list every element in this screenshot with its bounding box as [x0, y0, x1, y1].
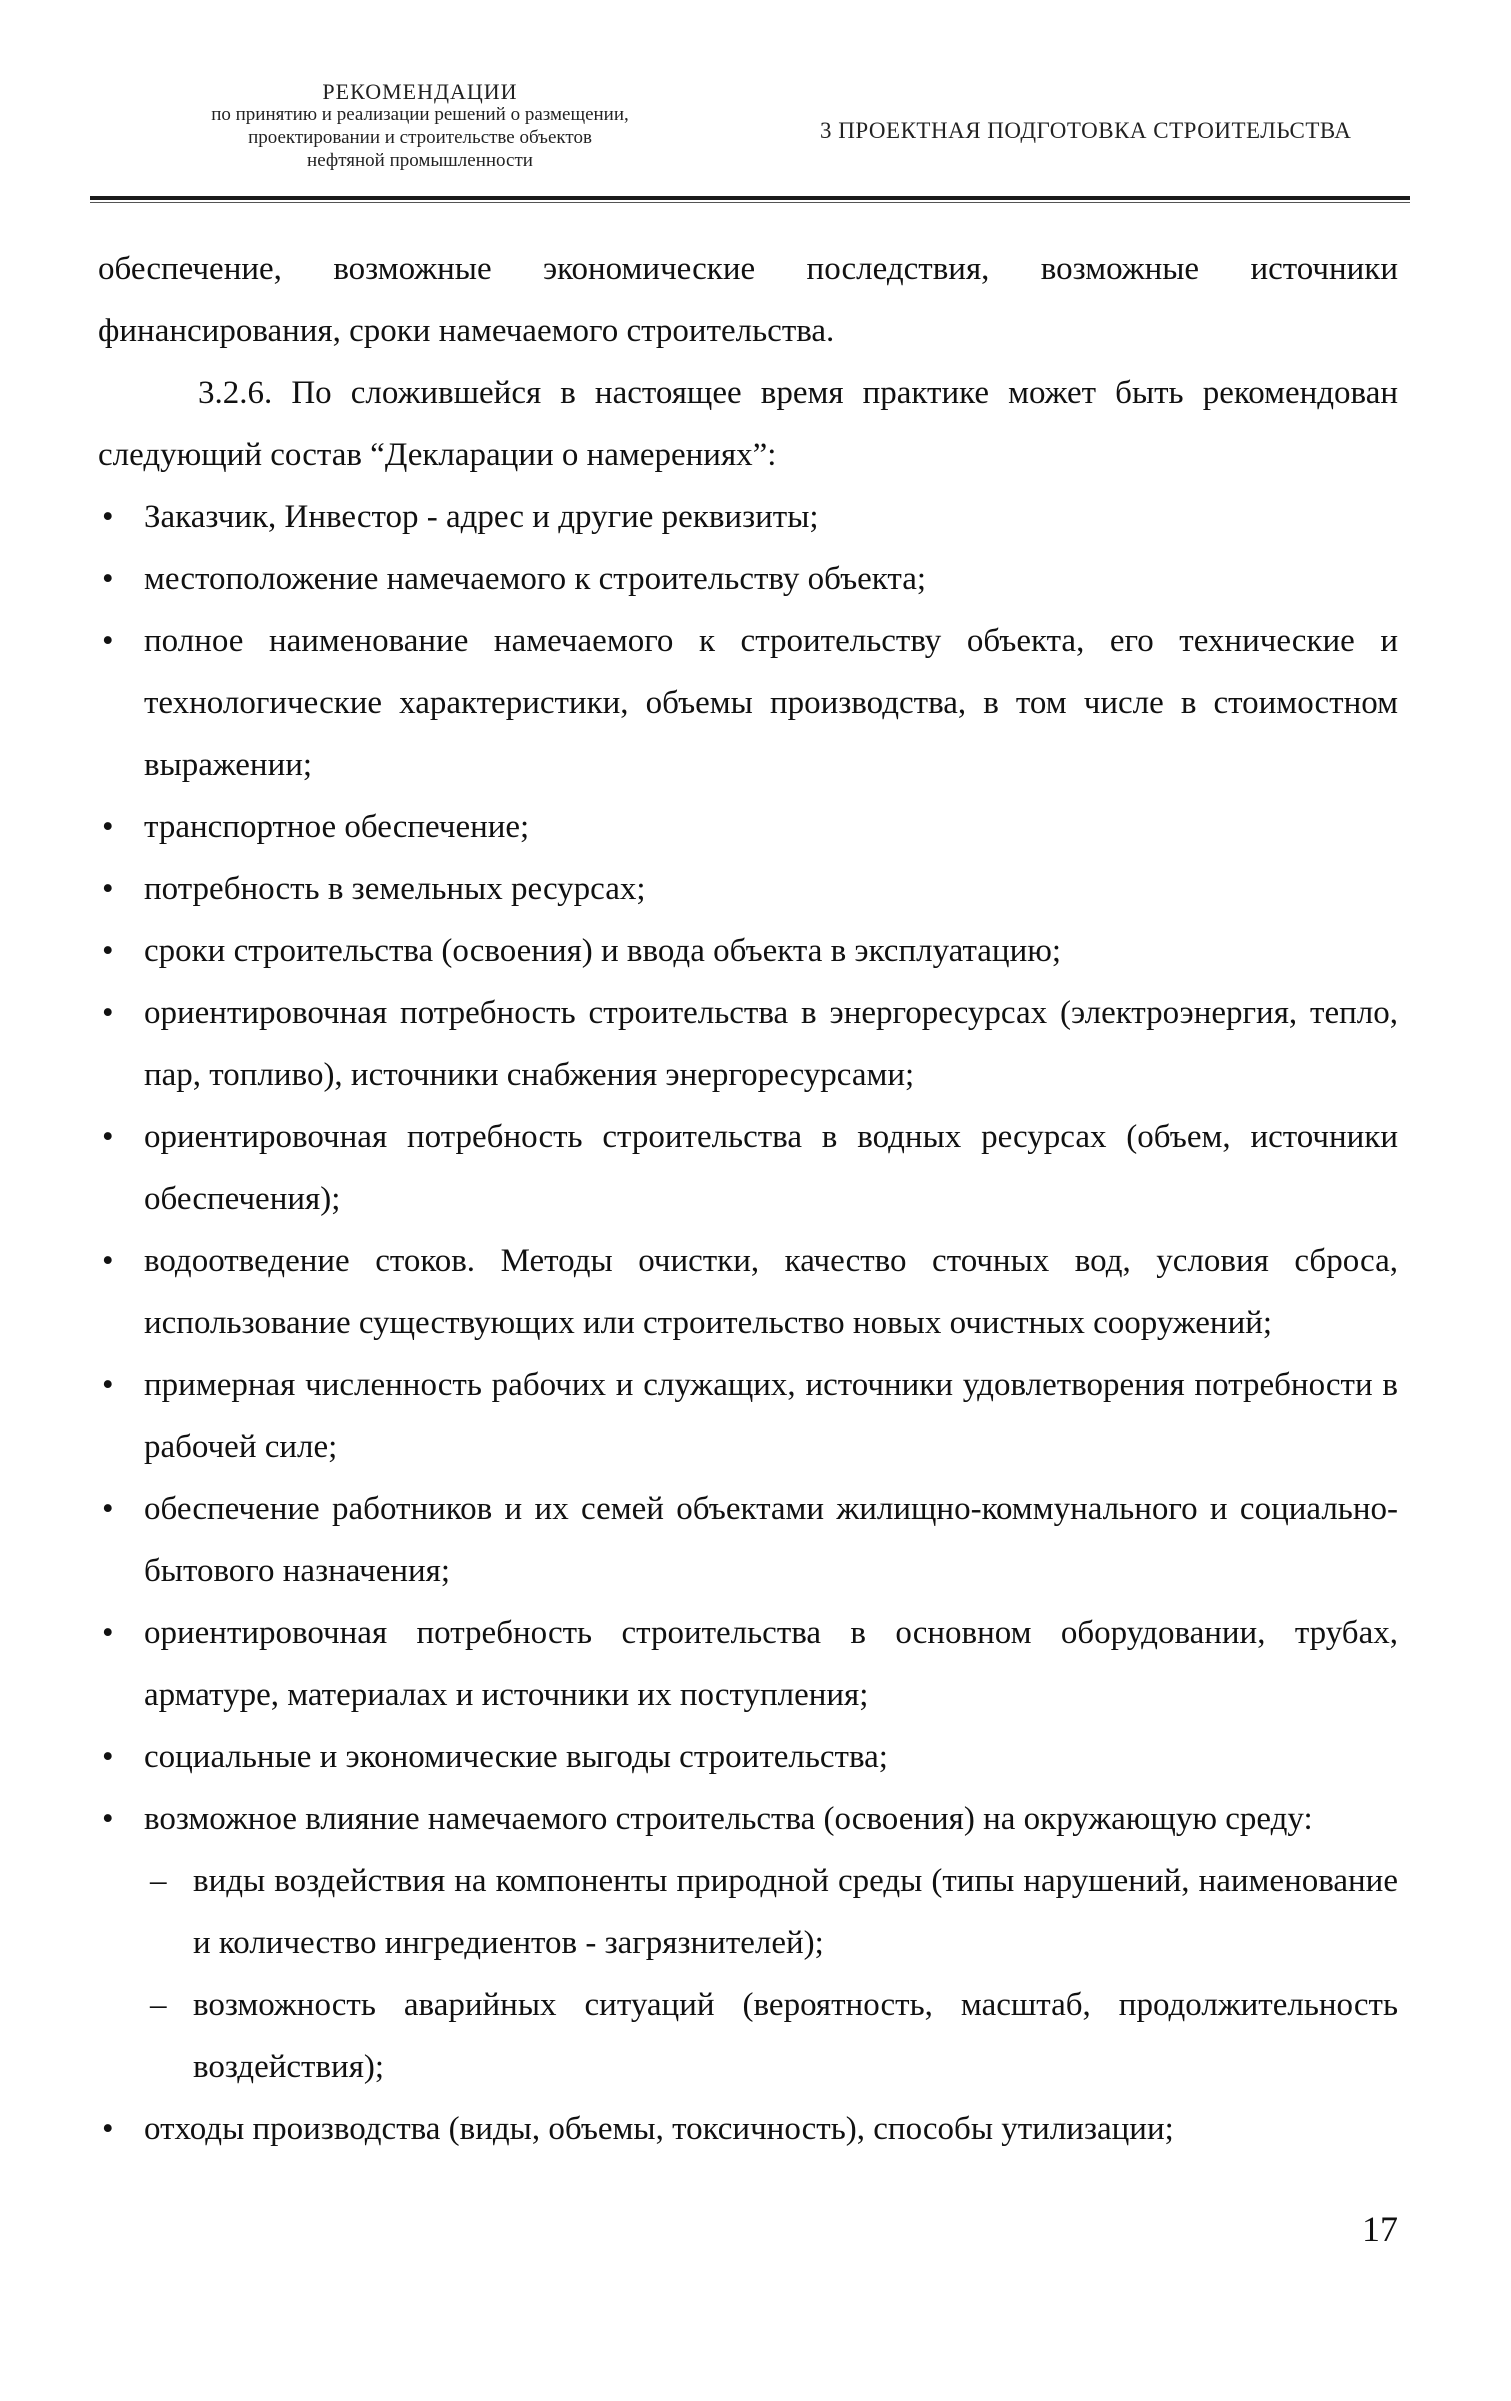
list-item	[98, 548, 1398, 610]
list-item-text: ориентировочная потребность строительства в энергоресурсах (электроэнергия, тепло, пар, топливо), источники снабжения энергоресурсами;	[144, 995, 1398, 1093]
bullet-mark: •	[102, 1491, 114, 1527]
list-item-text: сроки строительства (освоения) и ввода объекта в эксплуатацию;	[144, 933, 1062, 969]
list-item-text: обеспечение работников и их семей объектами жилищно-коммунального и социально-бытового назначения;	[144, 1491, 1398, 1589]
bullet-mark: •	[102, 933, 114, 969]
list-item	[98, 1478, 1398, 1602]
bullet-mark: •	[102, 995, 114, 1031]
list-item-text: отходы производства (виды, объемы, токсичность), способы утилизации;	[144, 2111, 1174, 2147]
sub-list-item-text: возможность аварийных ситуаций (вероятность, масштаб, продолжительность воздействия);	[193, 1987, 1398, 2085]
list-item	[98, 2098, 1398, 2160]
bullet-mark: •	[102, 1615, 114, 1651]
list-item	[98, 858, 1398, 920]
list-item	[98, 1106, 1398, 1230]
list-item-text: водоотведение стоков. Методы очистки, качество сточных вод, условия сброса, использование существующих или строительство новых очистных сооружений;	[144, 1243, 1398, 1341]
sub-list-item-text: виды воздействия на компоненты природной среды (типы нарушений, наименование и количество ингредиентов - загрязнителей);	[193, 1863, 1398, 1961]
list-item	[98, 1788, 1398, 1850]
list-item	[98, 1354, 1398, 1478]
list-item	[98, 1230, 1398, 1354]
list-item	[98, 1726, 1398, 1788]
list-item-text: ориентировочная потребность строительства в водных ресурсах (объем, источники обеспечения);	[144, 1119, 1398, 1217]
header-subtitle-line: нефтяной промышленности	[307, 150, 533, 171]
paragraph-3-2-6: 3.2.6. По сложившейся в настоящее время практике может быть рекомендован следующий состав “Декларации о намерениях”:	[98, 375, 1398, 473]
header-divider-thin	[90, 202, 1410, 203]
paragraph-continuation: обеспечение, возможные экономические последствия, возможные источники финансирования, сроки намечаемого строительства.	[98, 251, 1398, 349]
header-section-title: 3 ПРОЕКТНАЯ ПОДГОТОВКА СТРОИТЕЛЬСТВА	[820, 118, 1352, 143]
list-item	[98, 920, 1398, 982]
list-item-text: местоположение намечаемого к строительству объекта;	[144, 561, 927, 597]
bullet-mark: •	[102, 1367, 114, 1403]
list-item-text: транспортное обеспечение;	[144, 809, 530, 845]
sub-list-item	[98, 1974, 1398, 2098]
bullet-mark: •	[102, 2111, 114, 2147]
bullet-mark: •	[102, 499, 114, 535]
header-subtitle-line: проектировании и строительстве объектов	[248, 127, 592, 148]
bullet-mark: •	[102, 1801, 114, 1837]
page-body	[98, 238, 1398, 2160]
dash-mark: –	[150, 1863, 167, 1899]
bullet-mark: •	[102, 1739, 114, 1775]
bullet-mark: •	[102, 1119, 114, 1155]
list-item	[98, 982, 1398, 1106]
dash-mark: –	[150, 1987, 167, 2023]
running-header-title-block	[120, 80, 720, 172]
list-item-text: потребность в земельных ресурсах;	[144, 871, 646, 907]
page-number: 17	[1362, 2209, 1398, 2249]
list-item-text: социальные и экономические выгоды строительства;	[144, 1739, 888, 1775]
sub-list-item	[98, 1850, 1398, 1974]
list-item-text: примерная численность рабочих и служащих, источники удовлетворения потребности в рабочей силе;	[144, 1367, 1398, 1465]
header-subtitle-line: по принятию и реализации решений о размещении,	[211, 104, 629, 125]
list-item	[98, 486, 1398, 548]
list-item	[98, 610, 1398, 796]
header-divider	[90, 196, 1410, 200]
bullet-mark: •	[102, 623, 114, 659]
list-item-text: возможное влияние намечаемого строительства (освоения) на окружающую среду:	[144, 1801, 1313, 1837]
bullet-mark: •	[102, 871, 114, 907]
bullet-mark: •	[102, 809, 114, 845]
bullet-mark: •	[102, 561, 114, 597]
list-item	[98, 796, 1398, 858]
list-item-text: Заказчик, Инвестор - адрес и другие реквизиты;	[144, 499, 819, 535]
list-item-text: полное наименование намечаемого к строительству объекта, его технические и технологические характеристики, объемы производства, в том числе в стоимостном выражении;	[144, 623, 1398, 783]
bullet-mark: •	[102, 1243, 114, 1279]
header-title: РЕКОМЕНДАЦИИ	[322, 79, 518, 104]
list-item	[98, 1602, 1398, 1726]
list-item-text: ориентировочная потребность строительства в основном оборудовании, трубах, арматуре, материалах и источники их поступления;	[144, 1615, 1398, 1713]
